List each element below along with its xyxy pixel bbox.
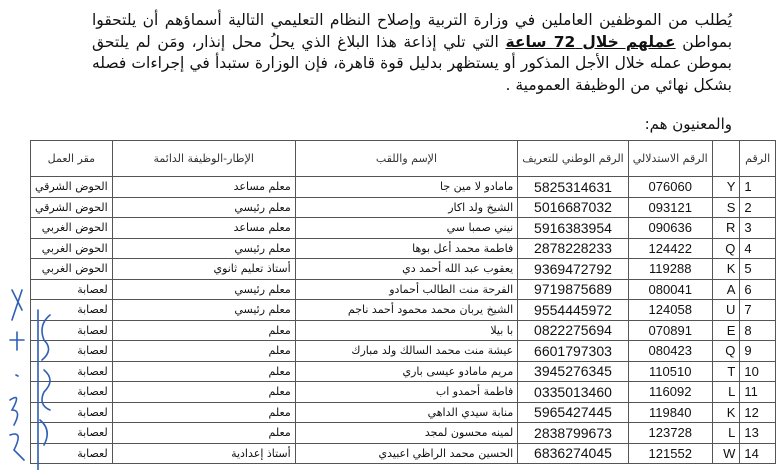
table-row xyxy=(31,259,776,280)
row-name: مريم مامادو عيسى باري xyxy=(295,361,518,382)
row-national-id: 0822275694 xyxy=(518,320,629,341)
row-job: معلم رئيسي xyxy=(112,197,295,218)
row-reg-number: 119840 xyxy=(628,402,712,423)
table-header-row xyxy=(31,141,776,177)
row-number: 7 xyxy=(740,300,776,321)
row-number: 10 xyxy=(740,361,776,382)
row-workplace: لعصابة xyxy=(31,279,113,300)
row-job: معلم رئيسي xyxy=(112,300,295,321)
row-workplace: لعصابة xyxy=(31,341,113,362)
row-name: الشيخ يربان محمد محمود أحمد ناجم xyxy=(295,300,518,321)
row-job: أستاذ تعليم ثانوي xyxy=(112,259,295,280)
table-row xyxy=(31,218,776,239)
table-row xyxy=(31,177,776,198)
notice-deadline-emphasis: عملهم خلال 72 ساعة xyxy=(505,32,676,51)
row-national-id: 2878228233 xyxy=(518,238,629,259)
table-row xyxy=(31,361,776,382)
row-letter: U xyxy=(712,300,740,321)
row-number: 3 xyxy=(740,218,776,239)
employees-table xyxy=(30,140,776,464)
table-row xyxy=(31,443,776,464)
row-workplace: الحوض الغربي xyxy=(31,238,113,259)
row-reg-number: 080041 xyxy=(628,279,712,300)
row-reg-number: 119288 xyxy=(628,259,712,280)
row-national-id: 6601797303 xyxy=(518,341,629,362)
row-name: الشيخ ولد اكار xyxy=(295,197,518,218)
row-name: فاطمة محمد أعل بوها xyxy=(295,238,518,259)
row-job: معلم مساعد xyxy=(112,177,295,198)
row-letter: S xyxy=(712,197,740,218)
table-row xyxy=(31,341,776,362)
row-reg-number: 123728 xyxy=(628,423,712,444)
header-workplace: مقر العمل xyxy=(31,141,113,177)
row-letter: K xyxy=(712,259,740,280)
row-name: الحسين محمد الراظي اعبيدي xyxy=(295,443,518,464)
row-reg-number: 090636 xyxy=(628,218,712,239)
row-workplace: لعصابة xyxy=(31,300,113,321)
row-name: فاطمة أحمدو اب xyxy=(295,382,518,403)
row-letter: L xyxy=(712,423,740,444)
row-national-id: 6836274045 xyxy=(518,443,629,464)
notice-paragraph xyxy=(92,10,732,96)
header-name: الإسم واللقب xyxy=(295,141,518,177)
row-number: 6 xyxy=(740,279,776,300)
row-name: لمينه محسون لمجد xyxy=(295,423,518,444)
row-national-id: 9554445972 xyxy=(518,300,629,321)
row-job: معلم رئيسي xyxy=(112,238,295,259)
row-number: 12 xyxy=(740,402,776,423)
concerned-label: والمعنيون هم: xyxy=(644,115,732,133)
row-letter: A xyxy=(712,279,740,300)
row-number: 8 xyxy=(740,320,776,341)
row-national-id: 5965427445 xyxy=(518,402,629,423)
row-national-id: 5016687032 xyxy=(518,197,629,218)
table-row xyxy=(31,382,776,403)
row-workplace: لعصابة xyxy=(31,382,113,403)
row-job: معلم xyxy=(112,341,295,362)
header-job: الإطار-الوظيفة الدائمة xyxy=(112,141,295,177)
row-job: معلم xyxy=(112,320,295,341)
table-row xyxy=(31,279,776,300)
row-national-id: 2838799673 xyxy=(518,423,629,444)
row-name: منابة سيدي الداهي xyxy=(295,402,518,423)
row-number: 14 xyxy=(740,443,776,464)
row-letter: R xyxy=(712,218,740,239)
row-letter: K xyxy=(712,402,740,423)
row-reg-number: 093121 xyxy=(628,197,712,218)
row-name: مامادو لا مين جا xyxy=(295,177,518,198)
row-national-id: 0335013460 xyxy=(518,382,629,403)
row-number: 1 xyxy=(740,177,776,198)
row-letter: W xyxy=(712,443,740,464)
row-reg-number: 076060 xyxy=(628,177,712,198)
row-job: معلم xyxy=(112,382,295,403)
row-national-id: 5916383954 xyxy=(518,218,629,239)
table-row xyxy=(31,197,776,218)
header-num: الرقم xyxy=(740,141,776,177)
header-reg-number: الرقم الاستدلالي xyxy=(628,141,712,177)
table-row xyxy=(31,423,776,444)
row-national-id: 5825314631 xyxy=(518,177,629,198)
row-name: با بيلا xyxy=(295,320,518,341)
row-national-id: 9369472792 xyxy=(518,259,629,280)
row-workplace: لعصابة xyxy=(31,320,113,341)
row-letter: Q xyxy=(712,238,740,259)
row-workplace: لعصابة xyxy=(31,402,113,423)
row-workplace: لعصابة xyxy=(31,361,113,382)
row-national-id: 3945276345 xyxy=(518,361,629,382)
row-number: 13 xyxy=(740,423,776,444)
row-workplace: لعصابة xyxy=(31,443,113,464)
row-workplace: لعصابة xyxy=(31,423,113,444)
row-job: معلم مساعد xyxy=(112,218,295,239)
row-name: الفرحة منت الطالب أحمادو xyxy=(295,279,518,300)
row-number: 2 xyxy=(740,197,776,218)
row-workplace: الحوض الشرقي xyxy=(31,197,113,218)
row-job: معلم رئيسي xyxy=(112,279,295,300)
row-number: 11 xyxy=(740,382,776,403)
table-row xyxy=(31,300,776,321)
row-reg-number: 121552 xyxy=(628,443,712,464)
row-number: 9 xyxy=(740,341,776,362)
row-workplace: الحوض الشرقي xyxy=(31,177,113,198)
row-workplace: الحوض الغربي xyxy=(31,218,113,239)
row-job: معلم xyxy=(112,423,295,444)
row-reg-number: 124058 xyxy=(628,300,712,321)
row-name: نيني صمبا سي xyxy=(295,218,518,239)
row-name: يعقوب عبد الله أحمد دي xyxy=(295,259,518,280)
row-reg-number: 110510 xyxy=(628,361,712,382)
table-row xyxy=(31,402,776,423)
row-reg-number: 080423 xyxy=(628,341,712,362)
row-reg-number: 116092 xyxy=(628,382,712,403)
row-job: أستاذ إعدادية xyxy=(112,443,295,464)
row-letter: Q xyxy=(712,341,740,362)
notice-text-after: التي تلي إذاعة هذا البلاغ الذي يحلُ محل إنذار، ومَن لم يلتحق بموطن عمله خلال الأجل المذكور أو يستظهر بدليل قوة قاهرة، فإن الوزارة ستبدأ في إجراءات فصله بشكل نهائي من الوظيفة العمومية . xyxy=(92,32,732,94)
row-letter: Y xyxy=(712,177,740,198)
handwritten-annotation xyxy=(0,280,60,470)
row-number: 4 xyxy=(740,238,776,259)
notice-text-before: يُطلب من الموظفين العاملين في وزارة التربية وإصلاح النظام التعليمي التالية أسماؤهم أن يلتحقوا بمواطن xyxy=(92,11,733,51)
row-letter: E xyxy=(712,320,740,341)
row-job: معلم xyxy=(112,361,295,382)
row-name: عيشة منت محمد السالك ولد مبارك xyxy=(295,341,518,362)
table-row xyxy=(31,320,776,341)
row-job: معلم xyxy=(112,402,295,423)
header-national-id: الرقم الوطني للتعريف xyxy=(518,141,629,177)
row-workplace: الحوض الغربي xyxy=(31,259,113,280)
row-reg-number: 124422 xyxy=(628,238,712,259)
table-row xyxy=(31,238,776,259)
row-reg-number: 070891 xyxy=(628,320,712,341)
row-national-id: 9719875689 xyxy=(518,279,629,300)
row-number: 5 xyxy=(740,259,776,280)
row-letter: L xyxy=(712,382,740,403)
header-letter xyxy=(712,141,740,177)
row-letter: T xyxy=(712,361,740,382)
